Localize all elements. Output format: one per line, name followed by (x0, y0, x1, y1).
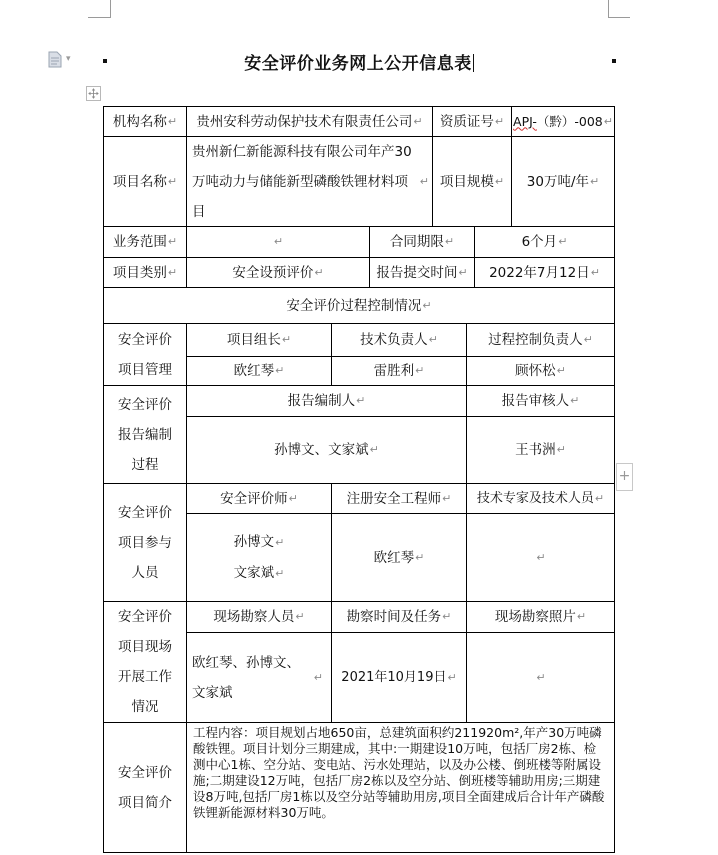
report-reviewer-label: 报告审核人 ↵ (501, 393, 580, 409)
org-label: 机构名称 ↵ (112, 113, 178, 130)
process-lead-value[interactable]: 顾怀松 ↵ (515, 363, 566, 379)
crop-mark-right-horizontal (608, 17, 630, 18)
term-value[interactable]: 6个月 ↵ (521, 234, 568, 250)
expert-label: 技术专家及技术人员 ↵ (476, 490, 605, 506)
site-label: 安全评价项目现场开展工作情况 (118, 609, 172, 715)
survey-photo-label: 现场勘察照片 ↵ (494, 609, 587, 625)
mgmt-label: 安全评价项目管理 (118, 331, 172, 378)
summary-value[interactable]: 工程内容：项目规划占地650亩，总建筑面积约211920m²,年产30万吨磷酸铁锂。项目计划分三期建成，其中:一期建设10万吨，包括厂房2栋、检测中心1栋、空分站、变电站、污水处理站，以及办公楼、倒班楼等附属设施;二期建设12万吨，包括厂房2栋以及空分站、倒班楼等辅助用房;三期建设8万吨,包括厂房1栋以及空分站等辅助用房,项目全面建成后合计年产磷酸铁锂新能源材料30万吨。 (193, 725, 605, 820)
scope-label: 业务范围 ↵ (112, 234, 178, 250)
engineer-value[interactable]: 欧红琴 ↵ (373, 549, 425, 566)
engineer-label: 注册安全工程师 ↵ (346, 490, 452, 507)
survey-time-label: 勘察时间及任务 ↵ (346, 609, 452, 625)
report-label: 安全评价报告编制过程 (118, 396, 172, 473)
tech-lead-value[interactable]: 雷胜利 ↵ (373, 363, 425, 379)
scope-value[interactable]: ↵ (273, 235, 284, 248)
tech-lead-label: 技术负责人 ↵ (360, 332, 438, 348)
crop-mark-right-vertical (608, 0, 609, 18)
chevron-down-icon[interactable]: ▾ (66, 54, 71, 64)
org-value[interactable]: 贵州安科劳动保护技术有限责任公司 ↵ (196, 113, 423, 130)
crop-mark-left-horizontal (88, 17, 110, 18)
submit-value[interactable]: 2022年7月12日 ↵ (489, 264, 600, 281)
submit-label: 报告提交时间 ↵ (376, 264, 468, 281)
cert-label: 资质证号 ↵ (439, 113, 505, 130)
text-cursor (473, 54, 474, 72)
project-name-label: 项目名称 ↵ (112, 173, 178, 190)
survey-time-value[interactable]: 2021年10月19日 ↵ (341, 669, 457, 685)
type-label: 项目类别 ↵ (112, 264, 178, 281)
page-title: 安全评价业务网上公开信息表 (244, 54, 472, 74)
process-header: 安全评价过程控制情况 ↵ (286, 297, 432, 314)
report-reviewer-value[interactable]: 王书洲 ↵ (515, 442, 566, 458)
expert-value[interactable]: ↵ (536, 550, 546, 564)
type-value[interactable]: 安全设预评价 ↵ (232, 264, 324, 281)
scale-label: 项目规模 ↵ (439, 173, 505, 190)
summary-label: 安全评价项目简介 (118, 764, 172, 811)
add-column-button[interactable]: + (616, 463, 633, 491)
participants-label: 安全评价项目参与人员 (118, 504, 172, 581)
report-author-value[interactable]: 孙博文、文家斌 ↵ (274, 442, 379, 458)
move-handle-icon[interactable] (86, 86, 101, 101)
team-leader-value[interactable]: 欧红琴 ↵ (233, 363, 285, 379)
report-author-label: 报告编制人 ↵ (287, 393, 366, 409)
surveyor-value[interactable]: 欧红琴、孙博文、文家斌 ↵ (192, 654, 323, 701)
crop-mark-left-vertical (110, 0, 111, 18)
assessor-label: 安全评价师 ↵ (220, 490, 298, 507)
assessor-value[interactable]: 孙博文↵ 文家斌↵ (233, 533, 285, 581)
project-name-value[interactable]: 贵州新仁新能源科技有限公司年产30万吨动力与储能新型磷酸铁锂材料项目 ↵ (192, 143, 429, 220)
cert-value[interactable]: APJ- （黔）-008 ↵ (513, 113, 613, 129)
term-label: 合同期限 ↵ (389, 234, 455, 250)
surveyor-label: 现场勘察人员 ↵ (213, 609, 305, 625)
team-leader-label: 项目组长 ↵ (226, 332, 292, 348)
survey-photo-value[interactable]: ↵ (536, 670, 546, 684)
process-lead-label: 过程控制负责人 ↵ (488, 332, 593, 348)
scale-value[interactable]: 30万吨/年 ↵ (526, 173, 600, 190)
